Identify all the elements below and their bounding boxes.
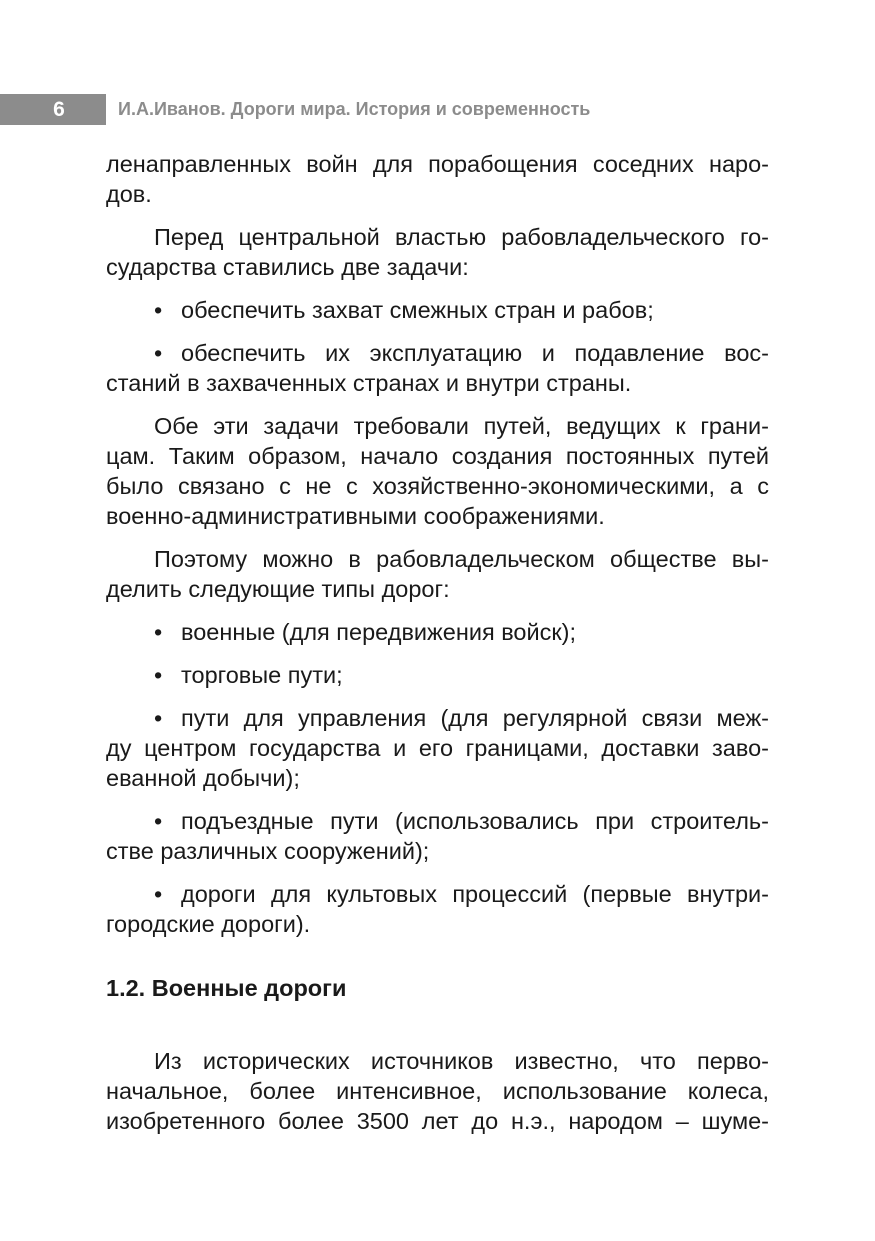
bullet-text: подъездные пути (использовались при строитель-: [181, 808, 769, 834]
paragraph: [106, 1046, 769, 1136]
bullet-text: пути для управления (для регулярной связи меж-: [181, 705, 769, 731]
text-line: Поэтому можно в рабовладельческом обществе вы-: [154, 546, 769, 572]
text-line: станий в захваченных странах и внутри страны.: [106, 370, 632, 396]
bullet-icon: •: [154, 619, 163, 645]
bullet-line: [106, 879, 769, 909]
text-line: начальное, более интенсивное, использование колеса,: [106, 1078, 769, 1104]
bullet-line: [106, 338, 769, 368]
paragraph: [106, 544, 769, 604]
bullet-text: обеспечить захват смежных стран и рабов;: [181, 297, 654, 323]
text-line: Перед центральной властью рабовладельческого го-: [154, 224, 769, 250]
paragraph: [106, 149, 769, 209]
text-line: ду центром государства и его границами, доставки заво-: [106, 735, 769, 761]
bullet-item: [106, 806, 769, 866]
page-number: 6: [53, 98, 65, 121]
text-line: Обе эти задачи требовали путей, ведущих к грани-: [154, 413, 769, 439]
bullet-item: [106, 338, 769, 398]
bullet-item: [106, 617, 769, 647]
bullet-text: дороги для культовых процессий (первые внутри-: [181, 881, 769, 907]
paragraph: [106, 411, 769, 531]
section-heading: 1.2. Военные дороги: [106, 975, 347, 1001]
text-line: городские дороги).: [106, 911, 311, 937]
bullet-icon: •: [154, 705, 163, 731]
bullet-line: [106, 295, 769, 325]
running-title: И.А.Иванов. Дороги мира. История и современность: [118, 99, 591, 119]
bullet-item: [106, 295, 769, 325]
text-line: Из исторических источников известно, что перво-: [154, 1048, 769, 1074]
bullet-icon: •: [154, 808, 163, 834]
bullet-text: военные (для передвижения войск);: [181, 619, 577, 645]
bullet-icon: •: [154, 662, 163, 688]
bullet-icon: •: [154, 881, 163, 907]
text-line: делить следующие типы дорог:: [106, 576, 450, 602]
bullet-line: [106, 806, 769, 836]
bullet-line: [106, 703, 769, 733]
bullet-icon: •: [154, 297, 163, 323]
paragraph: [106, 222, 769, 282]
bullet-text: обеспечить их эксплуатацию и подавление вос-: [181, 340, 769, 366]
text-line: стве различных сооружений);: [106, 838, 430, 864]
bullet-line: [106, 617, 769, 647]
text-line: сударства ставились две задачи:: [106, 254, 469, 280]
page-body: [106, 149, 769, 1149]
bullet-text: торговые пути;: [181, 662, 343, 688]
bullet-line: [106, 660, 769, 690]
text-line: ленаправленных войн для порабощения соседних наро-: [106, 151, 769, 177]
bullet-item: [106, 660, 769, 690]
text-line: изобретенного более 3500 лет до н.э., народом – шуме-: [106, 1108, 769, 1134]
running-header: [0, 94, 875, 125]
text-line: цам. Таким образом, начало создания постоянных путей: [106, 443, 769, 469]
text-line: дов.: [106, 181, 152, 207]
bullet-item: [106, 879, 769, 939]
text-line: военно-административными соображениями.: [106, 503, 605, 529]
text-line: было связано с не с хозяйственно-экономическими, а с: [106, 473, 769, 499]
bullet-item: [106, 703, 769, 793]
bullet-icon: •: [154, 340, 163, 366]
text-line: еванной добычи);: [106, 765, 300, 791]
